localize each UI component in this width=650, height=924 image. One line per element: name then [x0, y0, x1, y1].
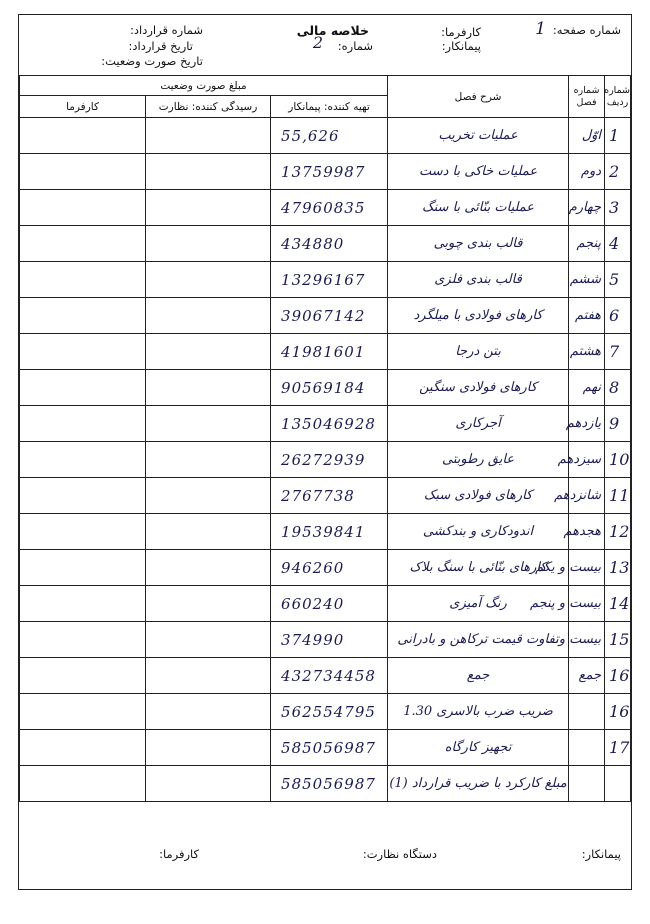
employer-amount-cell — [20, 622, 146, 658]
prepared-amount-cell: 585056987 — [271, 730, 388, 766]
footer-contractor-label: پیمانکار: — [581, 847, 621, 861]
prepared-amount-cell: 135046928 — [271, 406, 388, 442]
row-number-cell: 17 — [605, 730, 631, 766]
table-row — [20, 226, 631, 262]
employer-amount-cell — [20, 154, 146, 190]
section-cell: هجدهم — [569, 514, 605, 550]
description-cell: کارهای فولادی سبک — [388, 478, 569, 514]
table-row — [20, 118, 631, 154]
col-reviewed-by: رسیدگی کننده: نظارت — [146, 96, 271, 118]
section-cell: هشتم — [569, 334, 605, 370]
prepared-amount-cell: 26272939 — [271, 442, 388, 478]
financial-table — [19, 75, 631, 802]
number-label: شماره: — [337, 39, 373, 53]
prepared-amount-cell: 432734458 — [271, 658, 388, 694]
table-row — [20, 766, 631, 802]
description-cell: عملیات بنّائی با سنگ — [388, 190, 569, 226]
footer-employer-label: کارفرما: — [159, 847, 199, 861]
reviewed-amount-cell — [146, 262, 271, 298]
row-number-cell: 13 — [605, 550, 631, 586]
contract-number-label: شماره قرارداد: — [130, 23, 203, 37]
description-cell: کارهای فولادی با میلگرد — [388, 298, 569, 334]
employer-amount-cell — [20, 406, 146, 442]
prepared-amount-cell: 374990 — [271, 622, 388, 658]
table-row — [20, 334, 631, 370]
description-cell: بتن درجا — [388, 334, 569, 370]
prepared-amount-cell: 660240 — [271, 586, 388, 622]
row-number-cell: 16 — [605, 694, 631, 730]
employer-amount-cell — [20, 730, 146, 766]
section-cell: یازدهم — [569, 406, 605, 442]
description-cell: عملیات خاکی با دست — [388, 154, 569, 190]
section-cell: دوم — [569, 154, 605, 190]
row-number-cell: 1 — [605, 118, 631, 154]
section-cell: اوّل — [569, 118, 605, 154]
employer-amount-cell — [20, 550, 146, 586]
section-cell — [569, 730, 605, 766]
section-cell: پنجم — [569, 226, 605, 262]
employer-amount-cell — [20, 298, 146, 334]
col-amount-group: مبلغ صورت وضعیت — [20, 76, 388, 96]
section-cell: ششم — [569, 262, 605, 298]
col-section-number: شماره فصل — [569, 76, 605, 118]
prepared-amount-cell: 47960835 — [271, 190, 388, 226]
table-row — [20, 658, 631, 694]
reviewed-amount-cell — [146, 298, 271, 334]
employer-amount-cell — [20, 478, 146, 514]
reviewed-amount-cell — [146, 226, 271, 262]
table-row — [20, 298, 631, 334]
table-row — [20, 550, 631, 586]
page-number-value: 1 — [535, 19, 546, 39]
section-cell: نهم — [569, 370, 605, 406]
reviewed-amount-cell — [146, 622, 271, 658]
reviewed-amount-cell — [146, 658, 271, 694]
employer-amount-cell — [20, 226, 146, 262]
prepared-amount-cell: 19539841 — [271, 514, 388, 550]
employer-amount-cell — [20, 442, 146, 478]
reviewed-amount-cell — [146, 154, 271, 190]
table-row — [20, 730, 631, 766]
description-cell: تجهیز کارگاه — [388, 730, 569, 766]
prepared-amount-cell: 2767738 — [271, 478, 388, 514]
employer-amount-cell — [20, 334, 146, 370]
reviewed-amount-cell — [146, 478, 271, 514]
statement-date-label: تاریخ صورت وضعیت: — [101, 54, 203, 68]
table-row — [20, 586, 631, 622]
prepared-amount-cell: 55,626 — [271, 118, 388, 154]
row-number-cell: 8 — [605, 370, 631, 406]
prepared-amount-cell: 90569184 — [271, 370, 388, 406]
row-number-cell: 15 — [605, 622, 631, 658]
row-number-cell: 9 — [605, 406, 631, 442]
table-row — [20, 478, 631, 514]
employer-amount-cell — [20, 262, 146, 298]
employer-amount-cell — [20, 694, 146, 730]
reviewed-amount-cell — [146, 334, 271, 370]
col-section-description: شرح فصل — [388, 76, 569, 118]
prepared-amount-cell: 946260 — [271, 550, 388, 586]
description-cell: قالب بندی چوبی — [388, 226, 569, 262]
number-value: 2 — [312, 33, 323, 52]
section-cell: چهارم — [569, 190, 605, 226]
prepared-amount-cell: 13296167 — [271, 262, 388, 298]
prepared-amount-cell: 13759987 — [271, 154, 388, 190]
section-cell — [569, 766, 605, 802]
row-number-cell: 12 — [605, 514, 631, 550]
reviewed-amount-cell — [146, 586, 271, 622]
description-cell: اندودکاری و بندکشی — [388, 514, 569, 550]
section-cell — [569, 694, 605, 730]
table-row — [20, 442, 631, 478]
row-number-cell: 5 — [605, 262, 631, 298]
employer-amount-cell — [20, 190, 146, 226]
prepared-amount-cell: 585056987 — [271, 766, 388, 802]
employer-amount-cell — [20, 514, 146, 550]
table-row — [20, 262, 631, 298]
reviewed-amount-cell — [146, 730, 271, 766]
prepared-amount-cell: 434880 — [271, 226, 388, 262]
row-number-cell: 7 — [605, 334, 631, 370]
row-number-cell: 4 — [605, 226, 631, 262]
col-employer: کارفرما — [20, 96, 146, 118]
row-number-cell: 16 — [605, 658, 631, 694]
description-cell: عایق رطوبتی — [388, 442, 569, 478]
row-number-cell: 14 — [605, 586, 631, 622]
table-row — [20, 154, 631, 190]
employer-amount-cell — [20, 658, 146, 694]
table-row — [20, 694, 631, 730]
row-number-cell: 6 — [605, 298, 631, 334]
reviewed-amount-cell — [146, 694, 271, 730]
row-number-cell: 3 — [605, 190, 631, 226]
table-row — [20, 190, 631, 226]
description-cell: کارهای فولادی سنگین — [388, 370, 569, 406]
prepared-amount-cell: 562554795 — [271, 694, 388, 730]
description-cell: کارهای بنّائی با سنگ بلاک — [388, 550, 569, 586]
section-cell: بیست و... — [569, 622, 605, 658]
col-row-number: شماره ردیف — [605, 76, 631, 118]
row-number-cell — [605, 766, 631, 802]
reviewed-amount-cell — [146, 406, 271, 442]
page-title: خلاصه مالی — [296, 23, 369, 38]
description-cell: آجرکاری — [388, 406, 569, 442]
reviewed-amount-cell — [146, 442, 271, 478]
contractor-label: پیمانکار: — [441, 39, 481, 53]
row-number-cell: 11 — [605, 478, 631, 514]
employer-label: کارفرما: — [441, 25, 481, 39]
description-cell: مبلغ کارکرد با ضریب قرارداد (1) — [388, 766, 569, 802]
reviewed-amount-cell — [146, 550, 271, 586]
reviewed-amount-cell — [146, 190, 271, 226]
table-row — [20, 622, 631, 658]
section-cell: بیست و پنجم — [569, 586, 605, 622]
table-row — [20, 406, 631, 442]
section-cell: بیست و یکم — [569, 550, 605, 586]
section-cell: شانزدهم — [569, 478, 605, 514]
contract-date-label: تاریخ قرارداد: — [128, 39, 193, 53]
section-cell: سیزدهم — [569, 442, 605, 478]
col-prepared-by: تهیه کننده: پیمانکار — [271, 96, 388, 118]
employer-amount-cell — [20, 766, 146, 802]
description-cell: عملیات تخریب — [388, 118, 569, 154]
table-row — [20, 370, 631, 406]
description-cell: جمع — [388, 658, 569, 694]
reviewed-amount-cell — [146, 118, 271, 154]
row-number-cell: 2 — [605, 154, 631, 190]
financial-summary-form — [18, 14, 632, 890]
employer-amount-cell — [20, 118, 146, 154]
prepared-amount-cell: 41981601 — [271, 334, 388, 370]
table-row — [20, 514, 631, 550]
reviewed-amount-cell — [146, 514, 271, 550]
section-cell: هفتم — [569, 298, 605, 334]
prepared-amount-cell: 39067142 — [271, 298, 388, 334]
footer-supervisor-label: دستگاه نظارت: — [362, 847, 437, 861]
employer-amount-cell — [20, 586, 146, 622]
description-cell: رنگ آمیزی — [388, 586, 569, 622]
description-cell: تفاوت قیمت ترکاهن و بادرانی — [388, 622, 569, 658]
section-cell: جمع — [569, 658, 605, 694]
reviewed-amount-cell — [146, 766, 271, 802]
reviewed-amount-cell — [146, 370, 271, 406]
page-number-label: شماره صفحه: — [552, 23, 621, 37]
row-number-cell: 10 — [605, 442, 631, 478]
description-cell: ضریب ضرب بالاسری 1.30 — [388, 694, 569, 730]
description-cell: قالب بندی فلزی — [388, 262, 569, 298]
employer-amount-cell — [20, 370, 146, 406]
